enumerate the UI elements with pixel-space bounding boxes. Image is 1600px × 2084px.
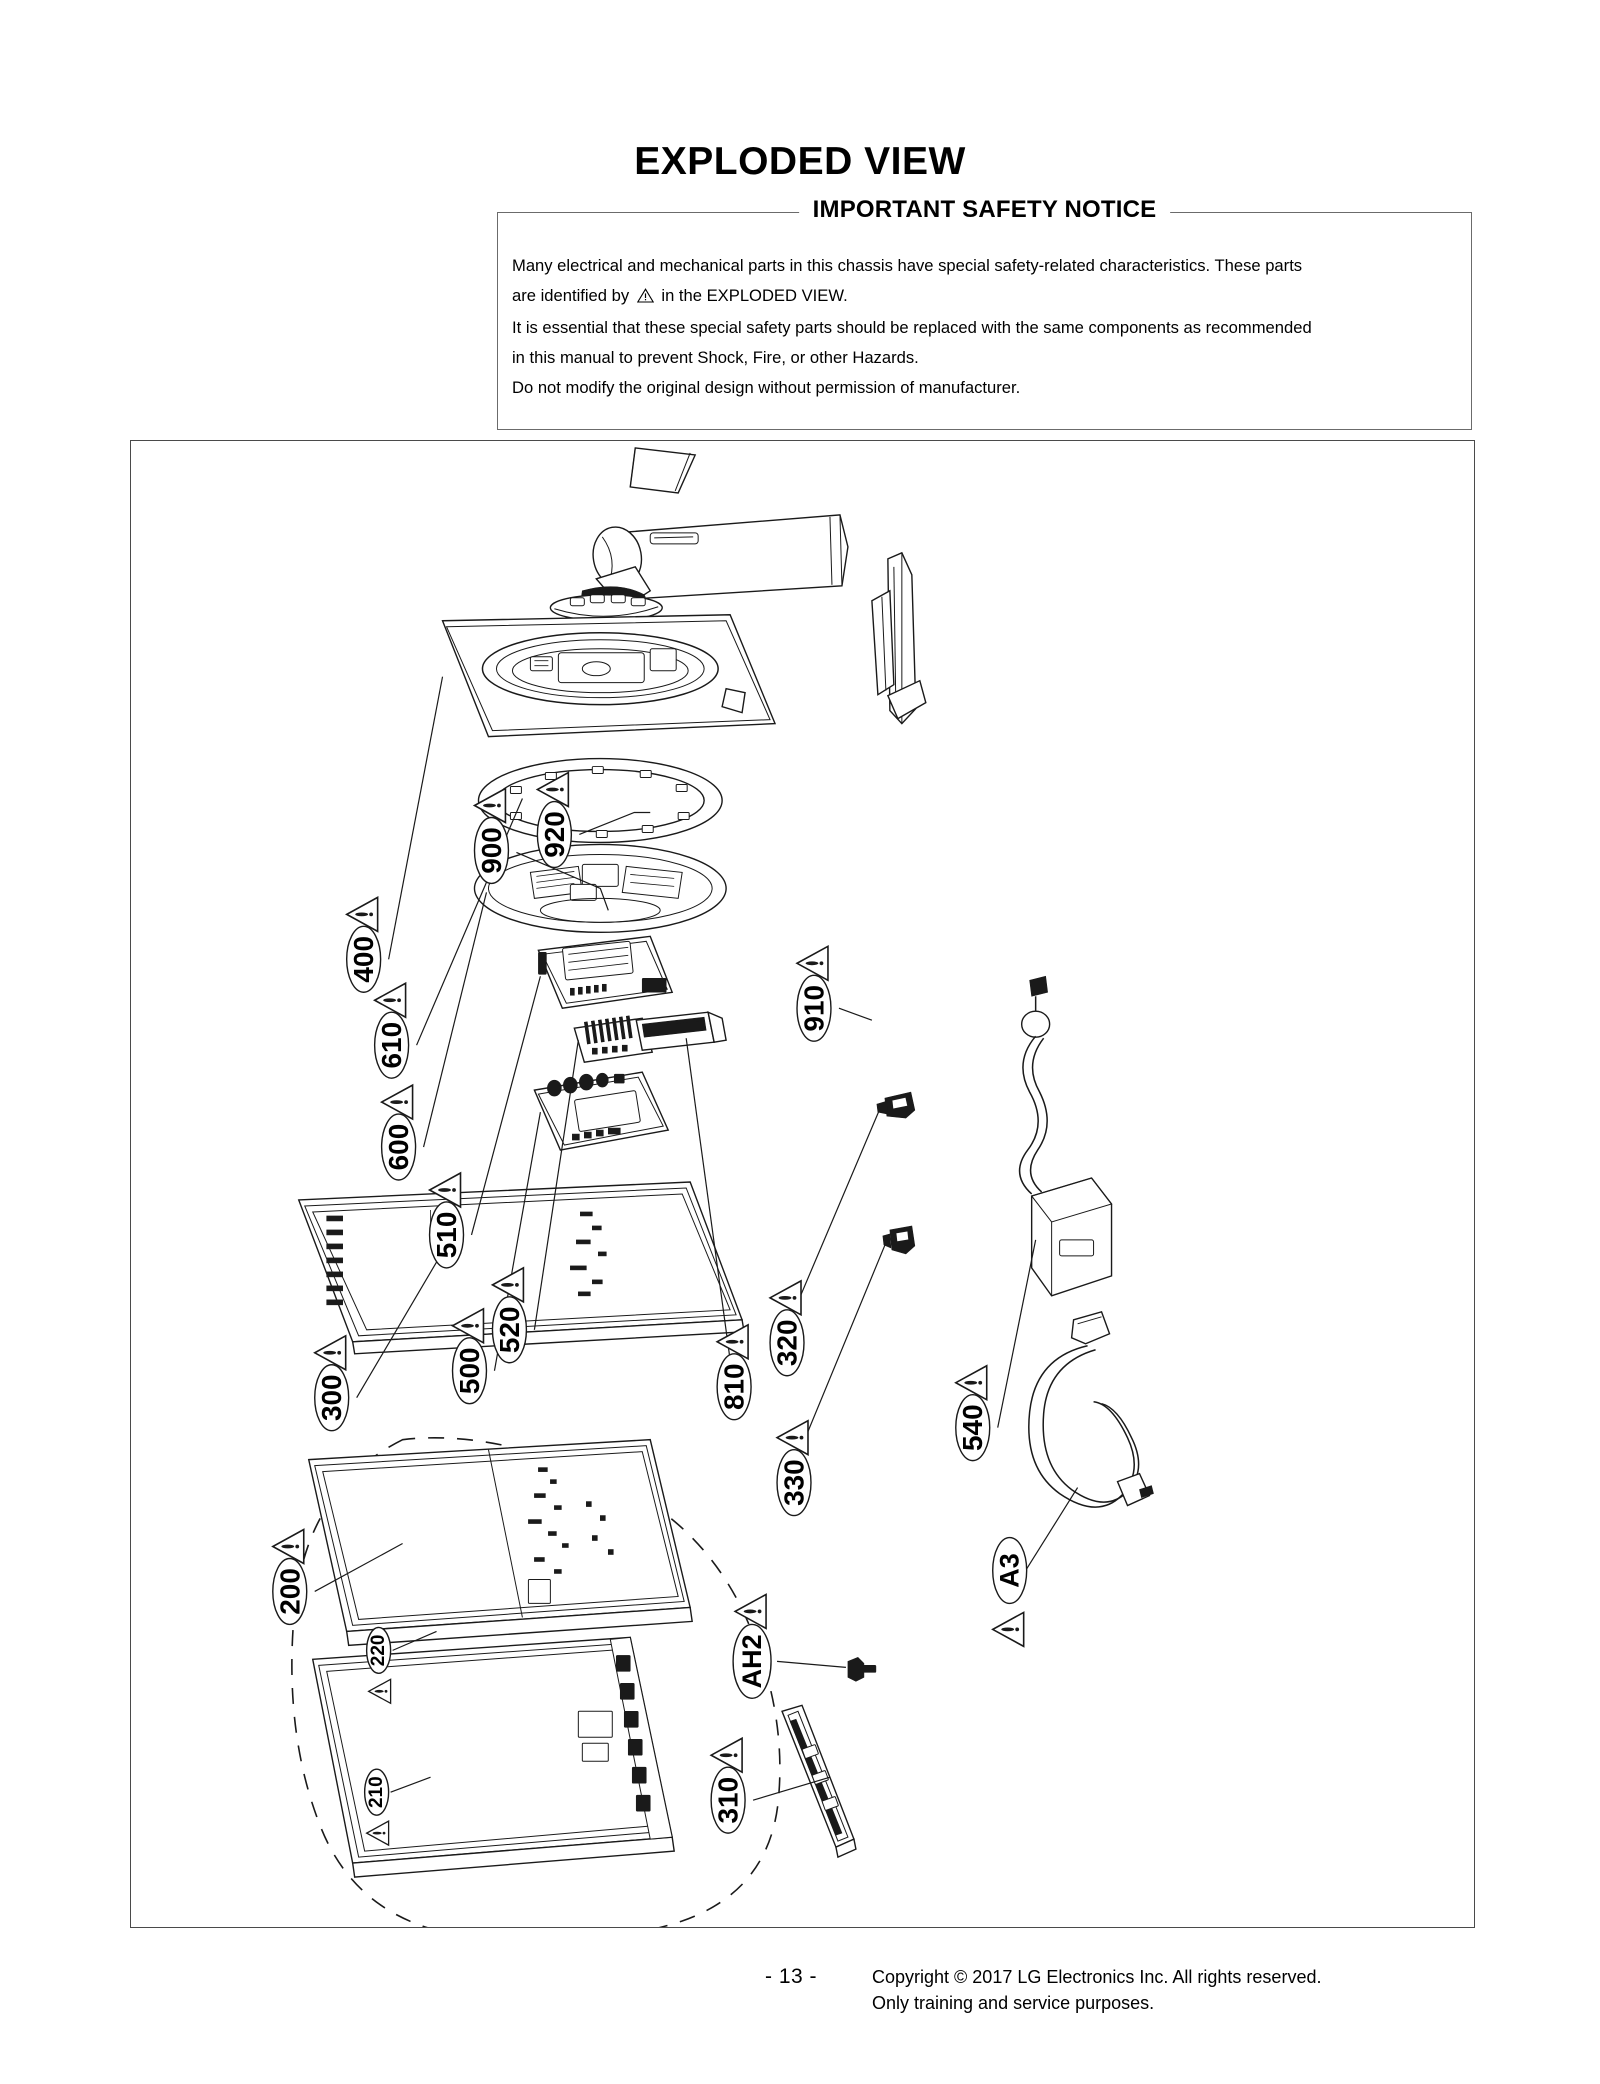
callout-600-label: 600 — [383, 1123, 415, 1171]
warning-triangle-icon — [637, 283, 654, 313]
callout-520-label: 520 — [493, 1306, 525, 1354]
callout-540-label: 540 — [957, 1404, 989, 1451]
callout-920[interactable] — [537, 773, 571, 868]
callout-500-label: 500 — [453, 1347, 485, 1395]
callout-A3[interactable] — [993, 1538, 1027, 1647]
callout-200[interactable] — [273, 1530, 307, 1625]
callout-610-label: 610 — [376, 1021, 408, 1069]
part-210-shape — [313, 1634, 674, 1877]
callout-330[interactable] — [777, 1421, 811, 1516]
callout-900[interactable] — [474, 789, 508, 884]
callout-310-label: 310 — [712, 1776, 744, 1824]
callout-AH2-label: AH2 — [737, 1634, 768, 1689]
callout-610[interactable] — [375, 983, 409, 1078]
exploded-diagram-canvas — [131, 441, 1474, 1927]
callout-320-label: 320 — [771, 1319, 803, 1367]
callout-220[interactable] — [367, 1627, 391, 1703]
callout-310[interactable] — [711, 1738, 745, 1833]
callout-810-label: 810 — [718, 1363, 750, 1411]
callout-810[interactable] — [717, 1325, 751, 1420]
page-number: - 13 - — [765, 1965, 818, 1988]
copyright-line-1: Copyright © 2017 LG Electronics Inc. All rights reserved. — [872, 1967, 1322, 1987]
callout-910[interactable] — [797, 946, 831, 1041]
callout-510-label: 510 — [431, 1211, 463, 1259]
safety-line-2a: are identified by — [512, 286, 630, 305]
callout-400[interactable] — [347, 897, 381, 992]
callout-520[interactable] — [492, 1268, 526, 1363]
callout-300[interactable] — [315, 1336, 349, 1431]
part-220-shape — [309, 1440, 692, 1646]
callout-210-label: 210 — [366, 1776, 388, 1809]
callout-200-label: 200 — [274, 1568, 306, 1615]
safety-line-5: Do not modify the original design without permission of manufacturer. — [512, 378, 1021, 397]
callout-900-label: 900 — [475, 827, 507, 874]
callout-600[interactable] — [382, 1085, 416, 1180]
callout-540[interactable] — [956, 1366, 990, 1461]
safety-line-1: Many electrical and mechanical parts in this chassis have special safety-related characteristics. These parts — [512, 256, 1303, 275]
callout-300-label: 300 — [316, 1374, 348, 1422]
safety-notice-title: IMPORTANT SAFETY NOTICE — [799, 196, 1171, 224]
callout-910-label: 910 — [798, 984, 830, 1032]
copyright-notice — [872, 1964, 1321, 2016]
callout-220-label: 220 — [368, 1634, 390, 1667]
callout-510[interactable] — [430, 1173, 464, 1268]
callout-320[interactable] — [770, 1281, 804, 1376]
exploded-view-diagram — [130, 440, 1475, 1928]
callout-330-label: 330 — [778, 1459, 810, 1506]
copyright-line-2: Only training and service purposes. — [872, 1993, 1155, 2013]
safety-notice-body — [512, 251, 1459, 403]
callout-920-label: 920 — [538, 811, 570, 858]
callout-A3-label: A3 — [994, 1553, 1025, 1588]
callout-AH2[interactable] — [733, 1594, 771, 1698]
callout-210[interactable] — [365, 1769, 389, 1845]
safety-line-2b: in the EXPLODED VIEW. — [661, 286, 848, 305]
part-610-shape — [478, 759, 722, 843]
safety-line-4: in this manual to prevent Shock, Fire, or other Hazards. — [512, 348, 919, 367]
page-title: EXPLODED VIEW — [634, 140, 966, 183]
callout-500[interactable] — [453, 1309, 487, 1404]
safety-line-3: It is essential that these special safety parts should be replaced with the same components as recommended — [512, 318, 1312, 337]
callout-400-label: 400 — [348, 935, 380, 983]
page-footer — [0, 1958, 1600, 2028]
safety-notice-box — [497, 196, 1472, 430]
part-400-shape — [443, 615, 776, 737]
safety-line-2 — [512, 281, 1459, 313]
